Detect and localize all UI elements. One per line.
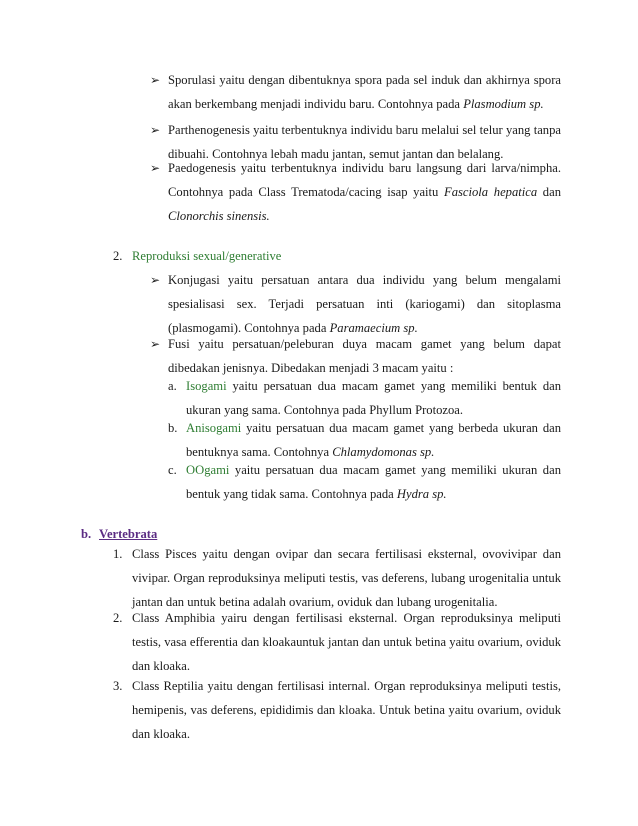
sub-item-anisogami: Anisogami yaitu persatuan dua macam gamet yang berbeda ukuran dan bentuknya sama. Contohnya Chlamydomonas sp. <box>186 421 561 459</box>
sub-item-isogami: Isogami yaitu persatuan dua macam gamet yang memiliki bentuk dan ukuran yang sama. Contohnya pada Phyllum Protozoa. <box>186 379 561 417</box>
list-item-pisces: Class Pisces yaitu dengan ovipar dan secara fertilisasi eksternal, ovovivipar dan vivipar. Organ reproduksinya meliputi testis, vas deferens, lubang urogenitalia untuk jantan dan untuk betina adalah ovarium, oviduk dan lubang urogenitalia. <box>132 547 561 609</box>
sub-letter: a. <box>168 379 177 393</box>
list-number: 2. <box>113 611 123 625</box>
bullet-icon: ➢ <box>150 161 161 175</box>
list-number: 3. <box>113 679 123 693</box>
bullet-icon: ➢ <box>150 337 161 351</box>
list-item-fusi: Fusi yaitu persatuan/peleburan duya macam gamet yang belum dapat dibedakan jenisnya. Dibedakan menjadi 3 macam yaitu : <box>168 337 561 375</box>
bullet-icon: ➢ <box>150 73 161 87</box>
list-item-konjugasi: Konjugasi yaitu persatuan antara dua individu yang belum mengalami spesialisasi sex. Terjadi persatuan inti (kariogami) dan sitoplasma (plasmogami). Contohnya pada Paramaecium sp. <box>168 273 561 335</box>
list-item-paedogenesis: Paedogenesis yaitu terbentuknya individu baru langsung dari larva/nimpha. Contohnya pada Class Trematoda/cacing isap yaitu Fasciola hepatica dan Clonorchis sinensis. <box>168 161 561 223</box>
list-item-parthenogenesis: Parthenogenesis yaitu terbentuknya individu baru melalui sel telur yang tanpa dibuahi. Contohnya lebah madu jantan, semut jantan dan belalang. <box>168 123 561 161</box>
list-item-amphibia: Class Amphibia yairu dengan fertilisasi eksternal. Organ reproduksinya meliputi testis, vasa efferentia dan kloakauntuk jantan dan untuk betina yaitu ovarium, oviduk dan kloaka. <box>132 611 561 673</box>
bullet-icon: ➢ <box>150 273 161 287</box>
section-number: 2. <box>113 249 123 263</box>
section-title: Reproduksi sexual/generative <box>132 249 282 263</box>
sub-letter: b. <box>168 421 178 435</box>
list-item-reptilia: Class Reptilia yaitu dengan fertilisasi internal. Organ reproduksinya meliputi testis, hemipenis, vas deferens, epididimis dan kloaka. Untuk betina yaitu ovarium, oviduk dan kloaka. <box>132 679 561 741</box>
bullet-icon: ➢ <box>150 123 161 137</box>
section-letter: b. <box>81 527 92 541</box>
section-title-vertebrata: Vertebrata <box>99 527 158 541</box>
sub-letter: c. <box>168 463 177 477</box>
sub-item-oogami: OOgami yaitu persatuan dua macam gamet yang memiliki ukuran dan bentuk yang tidak sama. Contohnya pada Hydra sp. <box>186 463 561 501</box>
list-number: 1. <box>113 547 123 561</box>
list-item-sporulasi: Sporulasi yaitu dengan dibentuknya spora pada sel induk dan akhirnya spora akan berkembang menjadi individu baru. Contohnya pada Plasmodium sp. <box>168 73 561 111</box>
